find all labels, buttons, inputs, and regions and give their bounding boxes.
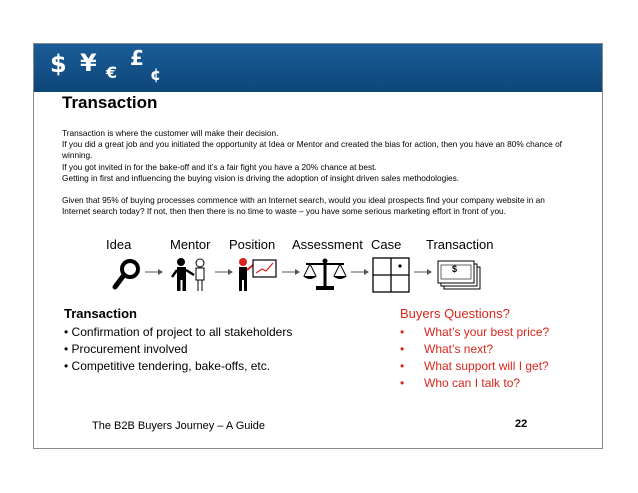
step-label-position: Position [229,237,276,252]
list-item: • Procurement involved [64,342,188,356]
step-label-idea: Idea [106,237,132,252]
money-bills-icon [436,257,482,293]
buying-journey-steps [74,237,594,305]
dollar-symbol: $ [50,50,67,78]
bill-dollar-sign: $ [452,264,458,274]
arrow-icon [144,267,164,277]
list-item: • Competitive tendering, bake-offs, etc. [64,359,271,373]
presenter-board-icon [236,257,278,293]
body-paragraph: Given that 95% of buying processes commence with an Internet search, would you ideal prospects find your company website in an Internet search today? If not, then then there is no time to waste – you have some serious marketing effort in front of you. [62,195,545,217]
cent-symbol: ¢ [150,65,162,84]
mentor-people-icon [170,257,210,293]
list-item: • What’s next? [400,342,494,356]
list-item: • What’s your best price? [400,325,550,339]
body-line: Getting in first and influencing the buying vision is driving the adoption of insight driven sales methodologies. [62,172,460,183]
step-label-assessment: Assessment [292,237,363,252]
questions-list [400,324,549,392]
body-line: If you did a great job and you initiated the opportunity at Idea or Mentor and created the bias for action, then you have an 80% chance of winning. [62,139,562,161]
scales-icon [302,257,348,293]
list-item: • Who can I talk to? [400,376,521,390]
body-line: Transaction is where the customer will make their decision. [62,128,279,138]
step-label-transaction: Transaction [426,237,494,252]
questions-title: Buyers Questions? [400,306,510,321]
arrow-icon [413,267,433,277]
bill-stack-graphic [436,257,482,293]
magnifier-icon [112,257,142,291]
section-title: Transaction [64,306,137,321]
yen-symbol: ¥ [80,49,97,77]
body-line: If you got invited in for the bake-off and it’s a fair fight you have a 20% chance at best. [62,161,377,172]
arrow-icon [214,267,234,277]
list-item: • What support will I get? [400,359,549,373]
slide [33,43,603,449]
currency-banner [34,44,602,92]
pound-symbol: £ [130,46,144,70]
step-label-case: Case [371,237,402,252]
footer-text: The B2B Buyers Journey – A Guide [92,420,266,432]
grid-case-icon [372,257,410,293]
body-text [62,128,572,217]
arrow-icon [350,267,370,277]
step-label-mentor: Mentor [170,237,211,252]
arrow-icon [281,267,301,277]
section-bullets [64,324,292,375]
list-item: • Confirmation of project to all stakeholders [64,325,293,339]
page-number: 22 [515,418,528,430]
slide-title: Transaction [62,93,158,112]
euro-symbol: € [106,63,118,82]
